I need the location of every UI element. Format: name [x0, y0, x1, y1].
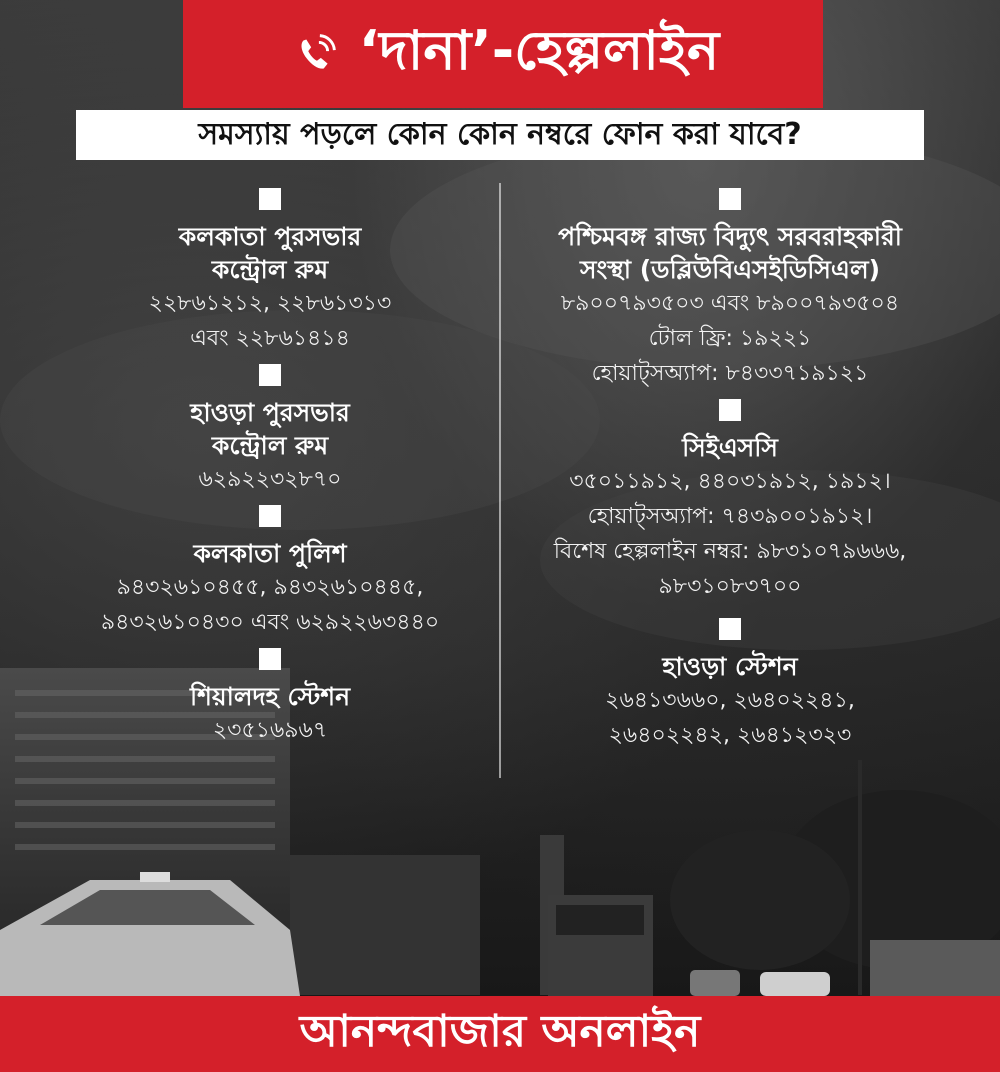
entry-name: কন্ট্রোল রুম [211, 255, 329, 284]
bus [548, 895, 653, 996]
bus-right [870, 940, 1000, 996]
phone-numbers: ৯৪৩২৬১০৪৫৫, ৯৪৩২৬১০৪৪৫, [116, 575, 424, 600]
phone-numbers: ২৬৪১৩৬৬০, ২৬৪০২২৪১, [605, 688, 855, 713]
square-bullet-icon [719, 399, 741, 421]
entry-wbsedcl [510, 188, 950, 391]
entry-kolkata-corporation [40, 188, 500, 356]
left-column [40, 180, 500, 748]
entry-name: হাওড়া স্টেশন [662, 652, 798, 681]
phone-numbers: বিশেষ হেল্পলাইন নম্বর: ৯৮৩১০৭৯৬৬৬, [553, 539, 907, 564]
square-bullet-icon [719, 188, 741, 210]
title-banner [183, 0, 823, 108]
entry-name: সিইএসসি [682, 433, 778, 462]
footer-banner [0, 996, 1000, 1072]
car [760, 972, 830, 996]
square-bullet-icon [259, 505, 281, 527]
entry-name: হাওড়া পুরসভার [190, 398, 350, 427]
phone-numbers: ২৩৫১৬৯৬৭ [212, 718, 328, 743]
entry-name: শিয়ালদহ স্টেশন [189, 682, 351, 711]
entry-name: পশ্চিমবঙ্গ রাজ্য বিদ্যুৎ সরবরাহকারী [558, 222, 902, 251]
entry-name: কলকাতা পুরসভার [178, 222, 362, 251]
subtitle: সমস্যায় পড়লে কোন কোন নম্বরে ফোন করা যাবে? [198, 116, 802, 152]
square-bullet-icon [259, 364, 281, 386]
phone-numbers: হোয়াট্‌সঅ্যাপ: ৮৪৩৩৭১৯১২১ [591, 361, 869, 386]
phone-numbers: ৩৫০১১৯১২, ৪৪০৩১৯১২, ১৯১২। [569, 469, 891, 494]
entry-name: সংস্থা (ডব্লিউবিএসইডিসিএল) [579, 255, 881, 284]
entry-name: কলকাতা পুলিশ [193, 539, 347, 568]
entry-name: কন্ট্রোল রুম [211, 431, 329, 460]
brand-logo-text: আনন্দবাজার অনলাইন [299, 1005, 701, 1057]
phone-ringing-icon [287, 25, 345, 83]
phone-numbers: হোয়াট্‌সঅ্যাপ: ৭৪৩৯০০১৯১২। [587, 504, 873, 529]
entry-sealdah-station [40, 648, 500, 748]
square-bullet-icon [259, 648, 281, 670]
phone-numbers: এবং ২২৮৬১৪১৪ [190, 326, 350, 351]
phone-numbers: ৯৮৩১০৮৩৭০০ [658, 574, 802, 599]
phone-numbers: টোল ফ্রি: ১৯২২১ [648, 326, 812, 351]
right-column [510, 180, 950, 753]
phone-numbers: ৯৪৩২৬১০৪৩০ এবং ৬২৯২২৬৩৪৪০ [100, 610, 440, 635]
square-bullet-icon [719, 618, 741, 640]
phone-numbers: ২৬৪০২২৪২, ২৬৪১২৩২৩ [608, 723, 852, 748]
entry-kolkata-police [40, 505, 500, 640]
building-middle [290, 855, 480, 995]
entry-cesc [510, 399, 950, 604]
page-title: ‘দানা’-হেল্পলাইন [358, 19, 720, 82]
entry-howrah-station [510, 618, 950, 753]
phone-numbers: ৮৯০০৭৯৩৫০৩ এবং ৮৯০০৭৯৩৫০৪ [560, 291, 900, 316]
phone-numbers: ২২৮৬১২১২, ২২৮৬১৩১৩ [148, 291, 392, 316]
subtitle-banner [76, 110, 924, 160]
square-bullet-icon [259, 188, 281, 210]
entry-howrah-corporation [40, 364, 500, 497]
lamp-post [858, 760, 862, 995]
phone-numbers: ৬২৯২২৩২৮৭০ [198, 467, 342, 492]
